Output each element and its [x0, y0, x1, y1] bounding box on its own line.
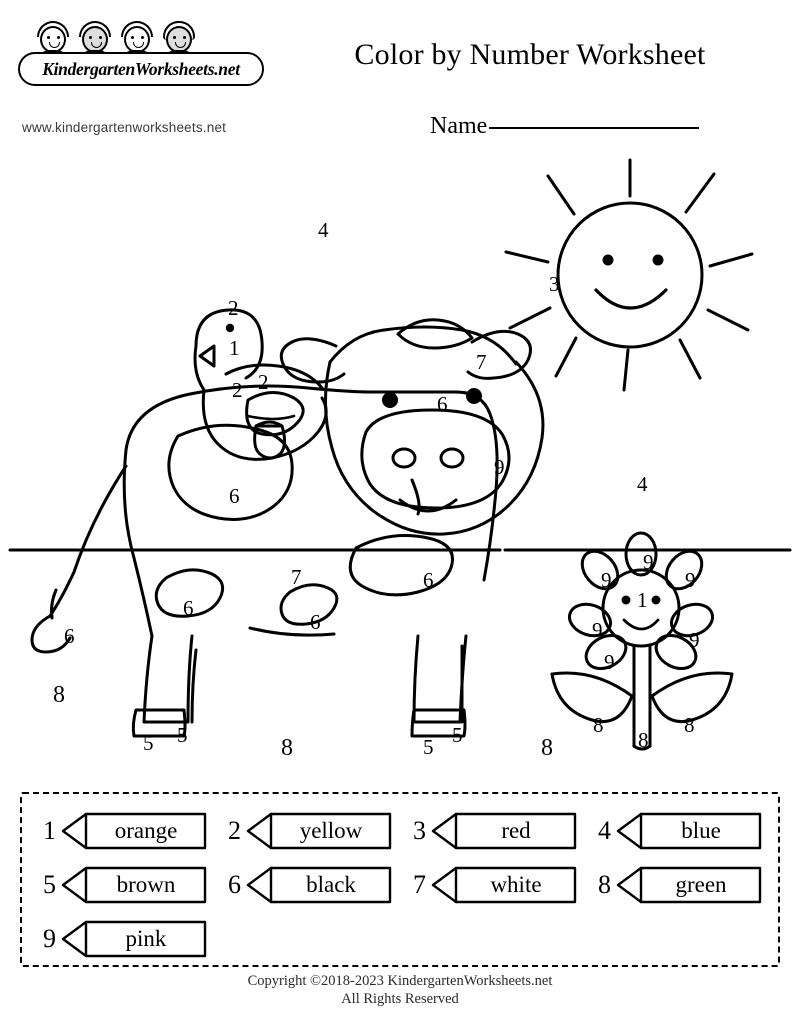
page-footer [0, 972, 800, 1008]
legend-item-pink[interactable] [30, 913, 216, 965]
region-number-label: 6 [64, 624, 75, 648]
legend-color-name: blue [681, 818, 721, 843]
legend-color-name: black [306, 872, 356, 897]
legend-color-name: red [501, 818, 531, 843]
legend-item-white[interactable] [400, 859, 585, 911]
crayon-icon [615, 865, 763, 905]
region-number-label: 5 [143, 731, 154, 755]
region-number-label: 2 [258, 370, 269, 394]
legend-item-yellow[interactable] [215, 805, 400, 857]
site-logo[interactable] [18, 20, 273, 92]
legend-number: 5 [43, 870, 56, 899]
region-number-label: 5 [423, 735, 434, 759]
legend-color-name: orange [114, 818, 178, 843]
line-art-illustration [0, 150, 800, 790]
region-number-label: 8 [53, 682, 65, 708]
region-number-label: 6 [229, 484, 240, 508]
region-number-label: 8 [593, 713, 604, 737]
region-number-label: 9 [592, 618, 603, 642]
region-number-label: 9 [604, 650, 615, 674]
region-number-label: 4 [637, 472, 648, 496]
region-number-label: 9 [601, 568, 612, 592]
site-url: www.kindergartenworksheets.net [22, 120, 227, 135]
region-number-label: 8 [541, 735, 553, 761]
legend-number: 7 [413, 870, 426, 899]
legend-color-name: pink [125, 926, 167, 951]
legend-number: 9 [43, 924, 56, 953]
region-number-label: 6 [423, 568, 434, 592]
name-field [430, 113, 699, 140]
cow [32, 320, 543, 736]
legend-row [30, 912, 770, 966]
crayon-icon [60, 811, 208, 851]
region-number-label: 8 [684, 713, 695, 737]
legend-item-black[interactable] [215, 859, 400, 911]
region-number-label: 8 [281, 735, 293, 761]
region-number-label: 5 [177, 723, 188, 747]
page-header [0, 0, 800, 150]
region-number-label: 6 [437, 392, 448, 416]
sun [506, 160, 752, 390]
crayon-icon [245, 811, 393, 851]
region-number-label: 6 [183, 596, 194, 620]
legend-row [30, 858, 770, 912]
name-label: Name [430, 113, 488, 139]
region-number-label: 4 [318, 218, 329, 242]
flower [552, 533, 732, 749]
legend-number: 6 [228, 870, 241, 899]
legend-number: 8 [598, 870, 611, 899]
region-number-label: 5 [452, 723, 463, 747]
region-number-label: 3 [549, 272, 560, 296]
legend-item-red[interactable] [400, 805, 585, 857]
crayon-icon [430, 811, 578, 851]
crayon-icon [60, 919, 208, 959]
logo-badge [18, 20, 268, 92]
legend-item-blue[interactable] [585, 805, 770, 857]
logo-text: KindergartenWorksheets.net [42, 59, 240, 79]
legend-color-name: white [490, 872, 542, 897]
crayon-icon [615, 811, 763, 851]
legend-number: 3 [413, 816, 426, 845]
legend-row [30, 804, 770, 858]
crayon-icon [430, 865, 578, 905]
region-number-label: 1 [637, 588, 648, 612]
name-input-rule[interactable] [489, 127, 699, 129]
color-key-legend [20, 792, 780, 967]
region-number-label: 1 [229, 336, 240, 360]
legend-number: 2 [228, 816, 241, 845]
region-number-label: 9 [689, 628, 700, 652]
legend-color-name: green [675, 872, 727, 897]
region-number-label: 9 [643, 550, 654, 574]
region-number-label: 7 [291, 565, 302, 589]
rights-line: All Rights Reserved [341, 991, 459, 1007]
legend-color-name: yellow [299, 818, 363, 843]
region-number-label: 2 [228, 296, 239, 320]
legend-item-brown[interactable] [30, 859, 215, 911]
region-number-label: 2 [232, 378, 243, 402]
region-number-label: 8 [638, 728, 649, 752]
legend-color-name: brown [116, 872, 176, 897]
region-number-label: 9 [685, 568, 696, 592]
region-number-label: 9 [494, 455, 505, 479]
crayon-icon [60, 865, 208, 905]
coloring-picture [0, 150, 800, 790]
copyright-line: Copyright ©2018-2023 KindergartenWorksheets.net [247, 973, 553, 989]
legend-number: 4 [598, 816, 611, 845]
page-title: Color by Number Worksheet [354, 38, 706, 71]
region-number-label: 6 [310, 610, 321, 634]
legend-number: 1 [43, 816, 56, 845]
region-number-label: 7 [476, 350, 487, 374]
crayon-icon [245, 865, 393, 905]
legend-item-green[interactable] [585, 859, 770, 911]
legend-item-orange[interactable] [30, 805, 215, 857]
